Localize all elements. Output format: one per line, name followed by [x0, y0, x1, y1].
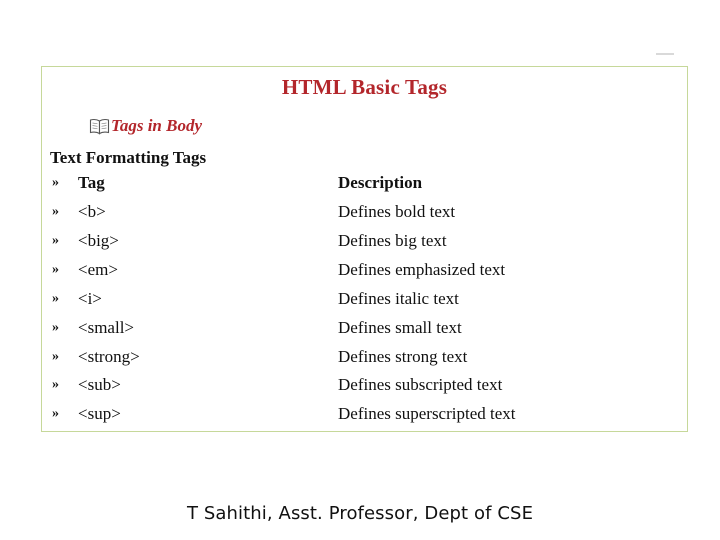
column-header-description: Description: [338, 173, 423, 192]
tag-cell: <sup>: [78, 404, 121, 423]
bullet-marker: »: [52, 291, 59, 306]
tag-cell: <sub>: [78, 375, 121, 394]
tag-cell: <small>: [78, 318, 135, 337]
table-header-row: [42, 173, 687, 201]
decorative-mark: [656, 53, 674, 55]
bullet-marker: »: [52, 349, 59, 364]
bullet-marker: »: [52, 262, 59, 277]
subheading: [89, 116, 202, 136]
bullet-marker: »: [52, 320, 59, 335]
description-cell: Defines italic text: [338, 289, 459, 308]
description-cell: Defines big text: [338, 231, 447, 250]
footer-credit: T Sahithi, Asst. Professor, Dept of CSE: [186, 503, 534, 524]
table-row: [42, 404, 687, 432]
bullet-marker: »: [52, 175, 59, 190]
table-row: [42, 289, 687, 317]
description-cell: Defines strong text: [338, 347, 468, 366]
tag-cell: <strong>: [78, 347, 140, 366]
tag-cell: <big>: [78, 231, 119, 250]
table-row: [42, 318, 687, 346]
subheading-label: Tags in Body: [111, 116, 203, 135]
bullet-marker: »: [52, 406, 59, 421]
section-heading: Text Formatting Tags: [50, 148, 207, 167]
book-icon: [89, 118, 110, 135]
slide-title: HTML Basic Tags: [281, 75, 448, 99]
description-cell: Defines superscripted text: [338, 404, 516, 423]
column-header-tag: Tag: [78, 173, 105, 192]
description-cell: Defines bold text: [338, 202, 456, 221]
description-cell: Defines small text: [338, 318, 462, 337]
description-cell: Defines emphasized text: [338, 260, 506, 279]
table-row: [42, 202, 687, 230]
table-row: [42, 347, 687, 375]
bullet-marker: »: [52, 377, 59, 392]
bullet-marker: »: [52, 233, 59, 248]
content-frame: [41, 66, 688, 432]
table-row: [42, 375, 687, 403]
bullet-marker: »: [52, 204, 59, 219]
tag-cell: <em>: [78, 260, 118, 279]
tag-cell: <i>: [78, 289, 102, 308]
tag-cell: <b>: [78, 202, 106, 221]
table-row: [42, 260, 687, 288]
table-row: [42, 231, 687, 259]
description-cell: Defines subscripted text: [338, 375, 503, 394]
